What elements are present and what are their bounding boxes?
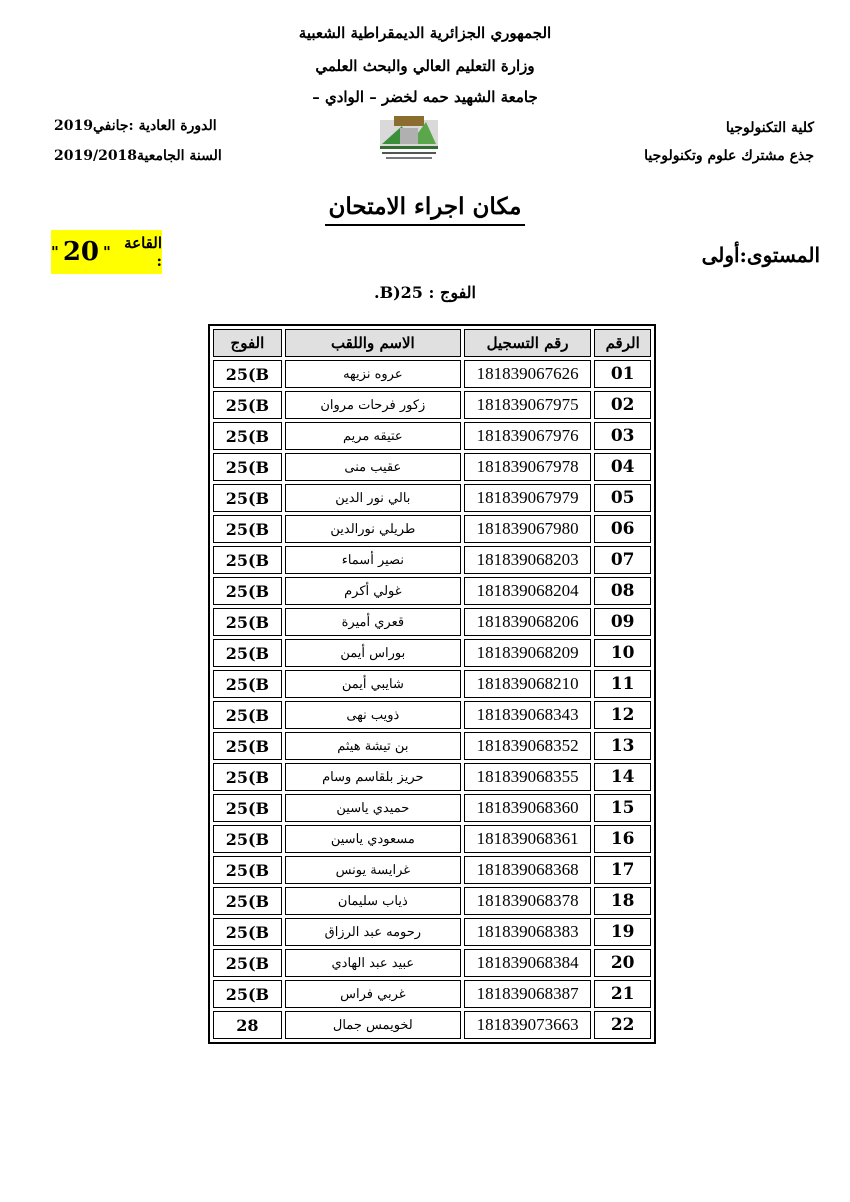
table-row	[213, 918, 651, 946]
hall-quote-close: "	[51, 243, 59, 261]
hall-quote-open: "	[103, 243, 111, 261]
registration-number: 181839067976	[464, 422, 591, 450]
table-row	[213, 391, 651, 419]
table-row	[213, 360, 651, 388]
academic-year-label: السنة الجامعية2019/2018	[54, 148, 222, 164]
group-cell: 25(B	[213, 422, 282, 450]
student-name: لخويمس جمال	[285, 1011, 461, 1039]
group-cell: 25(B	[213, 484, 282, 512]
registration-number: 181839068378	[464, 887, 591, 915]
student-name: بن تيشة هيثم	[285, 732, 461, 760]
level-label: المستوى:أولى	[701, 243, 820, 267]
group-cell: 25(B	[213, 577, 282, 605]
registration-number: 181839068387	[464, 980, 591, 1008]
registration-number: 181839067980	[464, 515, 591, 543]
row-number: 14	[594, 763, 651, 791]
table-row	[213, 608, 651, 636]
table-row	[213, 701, 651, 729]
registration-number: 181839073663	[464, 1011, 591, 1039]
student-name: طريلي نورالدين	[285, 515, 461, 543]
group-cell: 28	[213, 1011, 282, 1039]
group-cell: 25(B	[213, 453, 282, 481]
group-cell: 25(B	[213, 608, 282, 636]
student-name: ذياب سليمان	[285, 887, 461, 915]
registration-number: 181839068360	[464, 794, 591, 822]
row-number: 06	[594, 515, 651, 543]
table-row	[213, 1011, 651, 1039]
student-name: حميدي ياسين	[285, 794, 461, 822]
table-row	[213, 763, 651, 791]
column-header-registration: رقم التسجيل	[464, 329, 591, 357]
university-line: جامعة الشهيد حمه لخضر – الوادي –	[312, 88, 538, 106]
table-row	[213, 484, 651, 512]
table-row	[213, 453, 651, 481]
registration-number: 181839068383	[464, 918, 591, 946]
registration-number: 181839068204	[464, 577, 591, 605]
table-row	[213, 949, 651, 977]
column-header-name: الاسم واللقب	[285, 329, 461, 357]
hall-number: 20	[62, 237, 100, 267]
table-row	[213, 577, 651, 605]
registration-number: 181839068384	[464, 949, 591, 977]
student-name: قعري أميرة	[285, 608, 461, 636]
student-name: بوراس أيمن	[285, 639, 461, 667]
student-name: بالي نور الدين	[285, 484, 461, 512]
table-row	[213, 639, 651, 667]
row-number: 09	[594, 608, 651, 636]
group-cell: 25(B	[213, 980, 282, 1008]
hall-badge	[51, 230, 162, 274]
table-row	[213, 794, 651, 822]
student-name: مسعودي ياسين	[285, 825, 461, 853]
ministry-line: وزارة التعليم العالي والبحث العلمي	[315, 57, 535, 75]
registration-number: 181839068206	[464, 608, 591, 636]
student-name: رحومه عبد الرزاق	[285, 918, 461, 946]
group-cell: 25(B	[213, 670, 282, 698]
hall-label: القاعة :	[124, 234, 162, 270]
row-number: 15	[594, 794, 651, 822]
row-number: 21	[594, 980, 651, 1008]
group-line: الفوج : 25(B.	[373, 283, 476, 302]
student-name: عبيد عبد الهادي	[285, 949, 461, 977]
group-cell: 25(B	[213, 701, 282, 729]
table-row	[213, 670, 651, 698]
row-number: 02	[594, 391, 651, 419]
group-cell: 25(B	[213, 825, 282, 853]
registration-number: 181839068209	[464, 639, 591, 667]
registration-number: 181839067979	[464, 484, 591, 512]
row-number: 19	[594, 918, 651, 946]
group-cell: 25(B	[213, 391, 282, 419]
group-cell: 25(B	[213, 360, 282, 388]
row-number: 03	[594, 422, 651, 450]
student-name: حريز بلقاسم وسام	[285, 763, 461, 791]
university-logo-icon	[374, 114, 444, 164]
row-number: 18	[594, 887, 651, 915]
student-name: زكور فرحات مروان	[285, 391, 461, 419]
table-body	[213, 360, 651, 1039]
group-cell: 25(B	[213, 794, 282, 822]
student-name: ذويب نهى	[285, 701, 461, 729]
table-header-row	[213, 329, 651, 357]
row-number: 13	[594, 732, 651, 760]
group-cell: 25(B	[213, 918, 282, 946]
student-name: نصير أسماء	[285, 546, 461, 574]
student-name: شايبي أيمن	[285, 670, 461, 698]
table-row	[213, 980, 651, 1008]
table-row	[213, 515, 651, 543]
group-cell: 25(B	[213, 515, 282, 543]
registration-number: 181839068203	[464, 546, 591, 574]
group-cell: 25(B	[213, 887, 282, 915]
student-name: عقيب منى	[285, 453, 461, 481]
faculty-label: كلية التكنولوجيا	[725, 120, 814, 136]
registration-number: 181839068352	[464, 732, 591, 760]
group-cell: 25(B	[213, 732, 282, 760]
registration-number: 181839068368	[464, 856, 591, 884]
group-cell: 25(B	[213, 856, 282, 884]
group-cell: 25(B	[213, 546, 282, 574]
row-number: 08	[594, 577, 651, 605]
registration-number: 181839068355	[464, 763, 591, 791]
row-number: 11	[594, 670, 651, 698]
student-name: عتيقه مريم	[285, 422, 461, 450]
registration-number: 181839067978	[464, 453, 591, 481]
registration-number: 181839068361	[464, 825, 591, 853]
column-header-group: الفوج	[213, 329, 282, 357]
row-number: 04	[594, 453, 651, 481]
row-number: 16	[594, 825, 651, 853]
registration-number: 181839067626	[464, 360, 591, 388]
page-title: مكان اجراء الامتحان	[0, 193, 850, 220]
common-trunk-label: جذع مشترك علوم وتكنولوجيا	[644, 148, 814, 164]
row-number: 01	[594, 360, 651, 388]
group-cell: 25(B	[213, 949, 282, 977]
row-number: 07	[594, 546, 651, 574]
table-row	[213, 825, 651, 853]
student-name: غرايسة يونس	[285, 856, 461, 884]
row-number: 12	[594, 701, 651, 729]
row-number: 05	[594, 484, 651, 512]
registration-number: 181839068210	[464, 670, 591, 698]
group-cell: 25(B	[213, 639, 282, 667]
students-table	[208, 324, 656, 1044]
student-name: عروه نزيهه	[285, 360, 461, 388]
republic-line: الجمهوري الجزائرية الديمقراطية الشعبية	[298, 24, 552, 42]
row-number: 17	[594, 856, 651, 884]
table-row	[213, 887, 651, 915]
student-name: غربي فراس	[285, 980, 461, 1008]
table-row	[213, 732, 651, 760]
row-number: 10	[594, 639, 651, 667]
table-row	[213, 856, 651, 884]
student-name: غولي أكرم	[285, 577, 461, 605]
session-label: الدورة العادية :جانفي2019	[54, 118, 217, 134]
column-header-num: الرقم	[594, 329, 651, 357]
registration-number: 181839068343	[464, 701, 591, 729]
registration-number: 181839067975	[464, 391, 591, 419]
group-cell: 25(B	[213, 763, 282, 791]
row-number: 22	[594, 1011, 651, 1039]
table-row	[213, 546, 651, 574]
table-row	[213, 422, 651, 450]
row-number: 20	[594, 949, 651, 977]
